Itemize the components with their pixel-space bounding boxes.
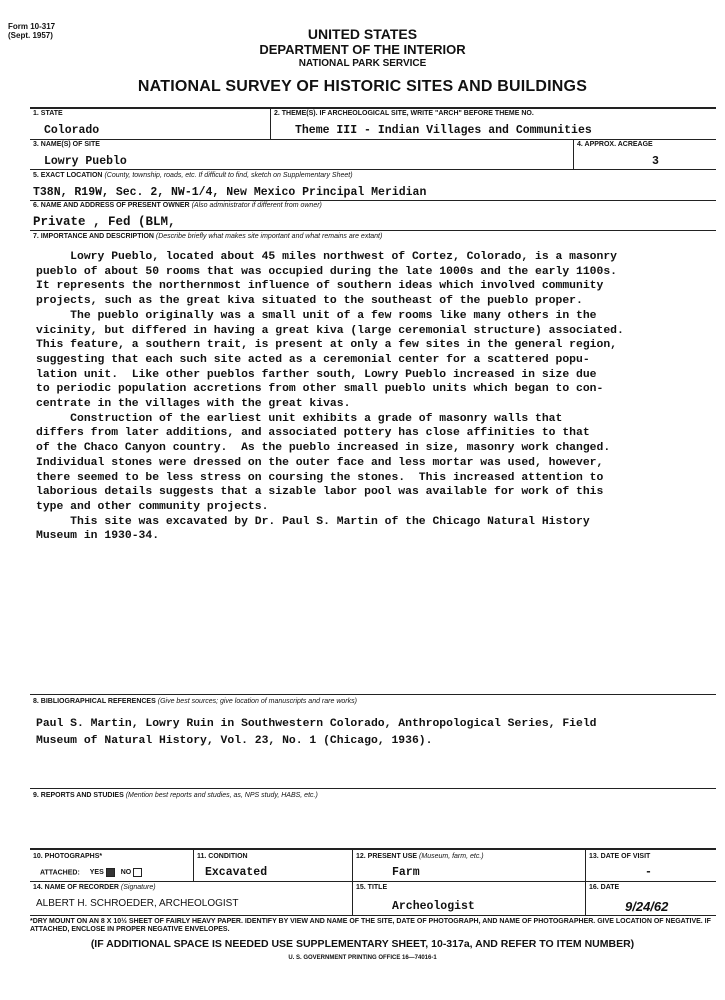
rule-reports <box>30 788 716 789</box>
site-name-label: 3. NAME(S) OF SITE <box>33 141 100 148</box>
photos-yes-label: YES <box>89 869 104 877</box>
form-number-line2: (Sept. 1957) <box>8 31 53 40</box>
description-line: there seemed to be less stress on coursing the stones. This increased attention to <box>36 471 604 484</box>
title-label: 15. TITLE <box>356 884 388 891</box>
photos-attached <box>40 868 142 877</box>
department-heading: DEPARTMENT OF THE INTERIOR <box>259 42 466 57</box>
theme-value: Theme III - Indian Villages and Communities <box>295 124 592 137</box>
description-line: projects, such as the great kiva situated to the southeast of the pueblo proper. <box>36 295 583 308</box>
description-line: Lowry Pueblo, located about 45 miles northwest of Cortez, Colorado, is a masonry <box>36 251 618 263</box>
description-line: pueblo of about 50 rooms that was occupied during the late 1000s and the early 1100s. <box>36 265 618 278</box>
photo-footnote: *DRY MOUNT ON AN 8 X 10½ SHEET OF FAIRLY HEAVY PAPER. IDENTIFY BY VIEW AND NAME OF THE SITE, DATE OF PHOTOGRAPH, AND NAME OF PHOTOGRAPHER. GIVE LOCATION OF NEGATIVE. IF ATTACHED, ENCLOSE IN PROPER NEGATIVE ENVELOPES. <box>30 918 711 933</box>
rule-recorder <box>30 881 716 882</box>
rule-row2 <box>30 139 716 140</box>
state-value: Colorado <box>44 124 100 137</box>
importance-label <box>33 233 382 240</box>
photos-yes-checkbox[interactable] <box>106 868 115 877</box>
description-line: laborious details suggests that a sizable labor pool was available for work of this <box>36 486 604 499</box>
bibliography-label <box>33 698 357 705</box>
description-line: suggesting that each such site acted as a ceremonial center for a scattered popu- <box>36 353 590 366</box>
description-line: of the Chaco Canyon country. As the pueblo increased in size, masonry work changed. <box>36 442 611 455</box>
date-value: 9/24/62 <box>625 899 669 914</box>
visit-date-label: 13. DATE OF VISIT <box>589 853 651 860</box>
rule-row5 <box>30 230 716 231</box>
form-number-line1: Form 10-317 <box>8 22 56 31</box>
photos-attached-label: ATTACHED: <box>40 869 80 877</box>
bibliography-hint: (Give best sources; give location of manuscripts and rare works) <box>157 698 357 705</box>
bibliography-line1: Paul S. Martin, Lowry Ruin in Southwestern Colorado, Anthropological Series, Field <box>36 718 597 730</box>
owner-hint: (Also administrator if different from owner) <box>191 202 322 209</box>
rule-photos <box>30 848 716 850</box>
vrule-state-theme <box>270 107 271 139</box>
location-hint: (County, township, roads, etc. If difficult to find, sketch on Supplementary Sheet) <box>104 172 353 179</box>
description-line: vicinity, but differed in having a great kiva (large ceremonial structure) associated. <box>36 324 624 337</box>
rule-bib <box>30 694 716 695</box>
description-line: This site was excavated by Dr. Paul S. Martin of the Chicago Natural History <box>36 515 590 528</box>
form-title: NATIONAL SURVEY OF HISTORIC SITES AND BUILDINGS <box>137 78 588 95</box>
description-line: Museum in 1930-34. <box>36 530 160 543</box>
owner-label-text: 6. NAME AND ADDRESS OF PRESENT OWNER <box>33 202 190 209</box>
description-body <box>36 250 696 544</box>
bibliography-line2: Museum of Natural History, Vol. 23, No. 1 (Chicago, 1936). <box>36 735 433 747</box>
acreage-value: 3 <box>652 155 659 168</box>
location-label-text: 5. EXACT LOCATION <box>33 172 103 179</box>
reports-label <box>33 792 318 799</box>
recorder-value: ALBERT H. SCHROEDER, ARCHEOLOGIST <box>36 898 239 909</box>
description-line: It represents the northernmost influence of southern ideas which involved community <box>36 280 604 293</box>
reports-label-text: 9. REPORTS AND STUDIES <box>33 792 124 799</box>
photos-no-label: NO <box>120 869 132 877</box>
acreage-label: 4. APPROX. ACREAGE <box>577 141 653 148</box>
importance-label-text: 7. IMPORTANCE AND DESCRIPTION <box>33 233 154 240</box>
printing-office-note: U. S. GOVERNMENT PRINTING OFFICE 16—74016-1 <box>288 955 437 961</box>
vrule-cond-use <box>352 848 353 915</box>
visit-date-value: - <box>645 866 652 879</box>
present-use-hint: (Museum, farm, etc.) <box>419 853 484 860</box>
present-use-label-text: 12. PRESENT USE <box>356 853 418 860</box>
photos-no-checkbox[interactable] <box>133 868 142 877</box>
date-label: 16. DATE <box>589 884 620 891</box>
photographs-label: 10. PHOTOGRAPHS* <box>33 853 103 860</box>
site-name-value: Lowry Pueblo <box>44 155 127 168</box>
vrule-use-visit <box>585 848 586 915</box>
recorder-label <box>33 884 156 891</box>
vrule-photo-cond <box>193 848 194 881</box>
service-heading: NATIONAL PARK SERVICE <box>298 58 427 69</box>
importance-hint: (Describe briefly what makes site important and what remains are extant) <box>155 233 383 240</box>
location-value: T38N, R19W, Sec. 2, NW-1/4, New Mexico Principal Meridian <box>33 186 427 199</box>
condition-value: Excavated <box>205 866 268 879</box>
rule-row3 <box>30 169 716 170</box>
recorder-hint: (Signature) <box>120 884 156 891</box>
title-value: Archeologist <box>392 900 475 913</box>
description-line: The pueblo originally was a small unit of a few rooms like many others in the <box>36 309 597 322</box>
description-line: centrate in the villages with the great kivas. <box>36 398 351 411</box>
rule-row4 <box>30 200 716 201</box>
description-line: type and other community projects. <box>36 500 269 513</box>
owner-label <box>33 202 322 209</box>
present-use-label <box>356 853 484 860</box>
rule-bottom <box>30 915 716 916</box>
owner-value: Private , Fed (BLM, <box>33 215 176 229</box>
agency-heading: UNITED STATES <box>307 26 418 42</box>
reports-hint: (Mention best reports and studies, as, NPS study, HABS, etc.) <box>125 792 318 799</box>
state-label: 1. STATE <box>33 110 63 117</box>
description-line: This feature, a southern trait, is present at only a few sites in the general region, <box>36 339 618 352</box>
vrule-name-acreage <box>573 139 574 169</box>
location-label <box>33 172 353 179</box>
description-line: differs from later additions, and associated pottery has close affinities to that <box>36 427 590 440</box>
description-line: Construction of the earliest unit exhibits a grade of masonry walls that <box>36 412 563 425</box>
bibliography-label-text: 8. BIBLIOGRAPHICAL REFERENCES <box>33 698 156 705</box>
recorder-label-text: 14. NAME OF RECORDER <box>33 884 119 891</box>
additional-space-note: (IF ADDITIONAL SPACE IS NEEDED USE SUPPLEMENTARY SHEET, 10-317a, AND REFER TO ITEM NUMBER) <box>90 938 635 950</box>
condition-label: 11. CONDITION <box>197 853 248 860</box>
theme-label: 2. THEME(S). IF ARCHEOLOGICAL SITE, WRITE "ARCH" BEFORE THEME NO. <box>274 110 534 117</box>
present-use-value: Farm <box>392 866 420 879</box>
rule-top <box>30 107 716 109</box>
description-line: Individual stones were dressed on the outer face and less mortar was used, however, <box>36 456 604 469</box>
description-line: to periodic population accretions from other small pueblo units which began to con- <box>36 383 604 396</box>
description-line: lation unit. Like other pueblos farther south, Lowry Pueblo increased in size due <box>36 368 597 381</box>
